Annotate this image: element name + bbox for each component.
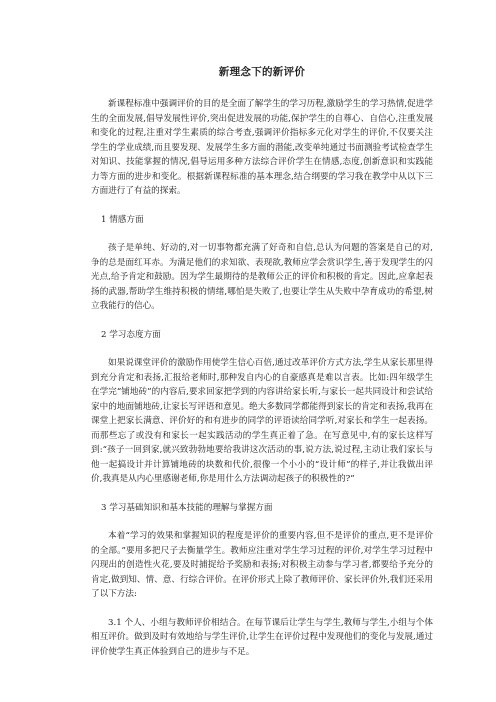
intro-paragraph: 新课程标准中强调评价的目的是全面了解学生的学习历程,激励学生的学习热情,促进学生的全面发展,倡导发展性评价,突出促进发展的功能,保护学生的自尊心、自信心,注重发展和变化的过程,注重对学生素质的综合考查,强调评价指标多元化对学生的评价,不仅要关注学生的学业成绩,而且要发现、发展学生多方面的潜能,改变单纯通过书面测验考试检查学生对知识、技能掌握的情况,倡导运用多种方法综合评价学生在情感,态度,创新意识和实践能力等方面的进步和变化。根据新课程标准的基本理念,结合纲要的学习我在教学中从以下三方面进行了有益的探索。: [91, 99, 433, 196]
document-title: 新理念下的新评价: [218, 66, 306, 78]
section-2-paragraph: 如果说课堂评价的激励作用使学生信心百倍,通过改革评价方式方法,学生从家长那里得到充分肯定和表扬,汇报给老师时,那种发自内心的自豪感真是难以言表。比如:四年级学生在学完“铺地砖”的内容后,要求回家把学到的内容讲给家长听,与家长一起共同设计和尝试给家中的地面铺地砖,让家长写评语和意见。绝大多数同学都能得到家长的肯定和表扬,我再在课堂上把家长满意、评价好的和有进步的同学的评语读给同学听,对家长和学生一起表扬。而那些忘了或没有和家长一起实践活动的学生真正着了急。在写意见中,有的家长这样写到:“孩子一回到家,就兴致勃勃地要给我讲这次活动的事,说方法,说过程,主动让我们家长与他一起搞设计并计算铺地砖的块数和代价,很像一个小小的“设计师”的样子,并让我做出评价,我真是从内心里感谢老师,你是用什么方法调动起孩子的积极性的?”: [91, 358, 433, 484]
section-2-heading: 2 学习态度方面: [101, 329, 161, 340]
document-page: [91, 64, 433, 659]
section-3-paragraph: 本着“学习的效果和掌握知识的程度是评价的重要内容,但不是评价的重点,更不是评价的全部。”要用多把尺子去衡量学生。教师应注重对学生学习过程的评价,对学生学习过程中闪现出的创造性火花,要及时捕捉给予奖励和表扬;对积极主动参与学习者,都要给予充分的肯定,做到知、情、意、行综合评价。在评价形式上除了教师评价、家长评价外,我们还采用了以下方法:: [91, 531, 433, 599]
section-3-1-paragraph: 3.1 个人、小组与教师评价相结合。在每节课后让学生与学生,教师与学生,小组与个体相互评价。做到及时有效地给与学生评价,让学生在评价过程中发现他们的变化与发展,通过评价使学生真正体验到自己的进步与不足。: [91, 617, 433, 657]
section-3-heading: 3 学习基础知识和基本技能的理解与掌握方面: [101, 502, 273, 513]
section-1-paragraph: 孩子是单纯、好动的,对一切事物都充满了好奇和自信,总认为问题的答案是自己的对,争的总是面红耳赤。为满足他们的求知欲、表现欲,教师应学会赏识学生,善于发现学生的闪光点,给予肯定和鼓励。因为学生最期待的是教师公正的评价和积极的肯定。因此,应拿起表扬的武器,帮助学生维持积极的情绪,哪怕是失败了,也要让学生从失败中孕育成功的希望,树立我能行的信心。: [91, 243, 433, 311]
section-1-heading: 1 情感方面: [101, 214, 144, 225]
